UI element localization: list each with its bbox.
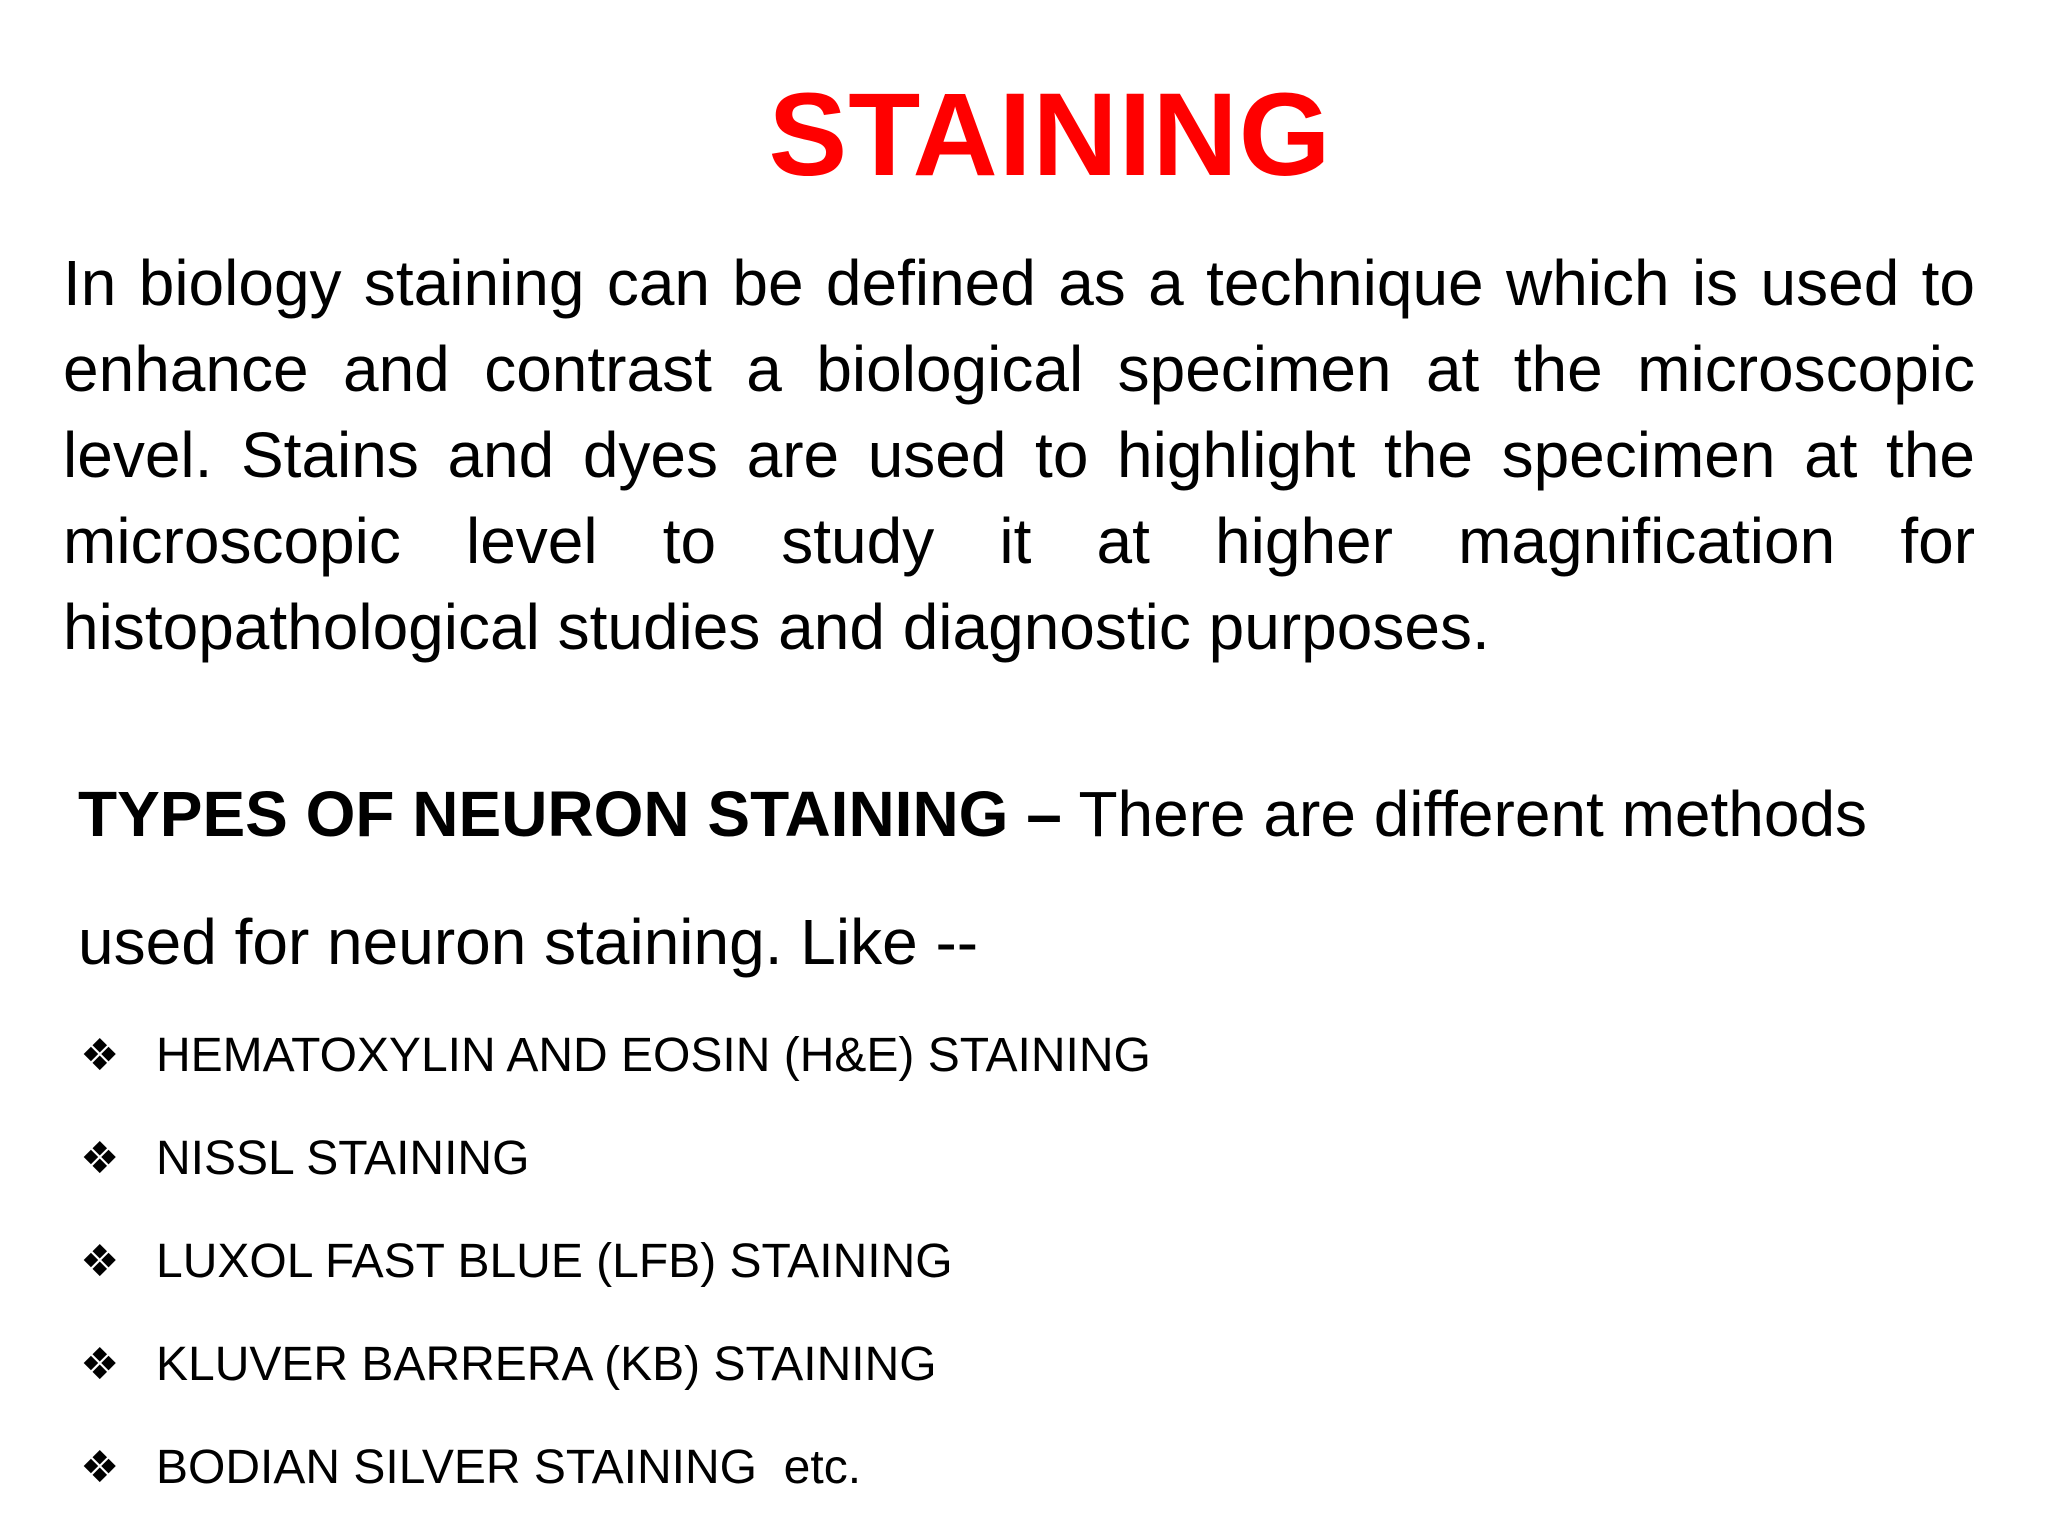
- diamond-bullet-icon: ❖: [80, 1339, 120, 1389]
- list-item-text: BODIAN SILVER STAINING etc.: [156, 1441, 862, 1494]
- list-item: [80, 1416, 1880, 1519]
- list-item-text: NISSL STAINING: [156, 1132, 530, 1185]
- diamond-bullet-icon: ❖: [80, 1133, 120, 1183]
- list-item: [80, 1107, 1880, 1210]
- staining-methods-list: [80, 1004, 1880, 1519]
- list-item-text: KLUVER BARRERA (KB) STAINING: [156, 1338, 937, 1391]
- diamond-bullet-icon: ❖: [80, 1030, 120, 1080]
- list-item: [80, 1004, 1880, 1107]
- types-paragraph: [78, 750, 1998, 1006]
- list-item: [80, 1210, 1880, 1313]
- definition-paragraph: In biology staining can be defined as a technique which is used to enhance and contrast a biological specimen at the microscopic level. Stains and dyes are used to highlight the specimen at the microscopic level to study it at higher magnification for histopathological studies and diagnostic purposes.: [63, 247, 1975, 663]
- types-text: There are different methods used for neuron staining. Like --: [78, 778, 1868, 978]
- list-item: [80, 1313, 1880, 1416]
- slide-title: STAINING: [768, 69, 1332, 201]
- types-heading: TYPES OF NEURON STAINING –: [78, 778, 1062, 850]
- list-item-text: LUXOL FAST BLUE (LFB) STAINING: [156, 1235, 953, 1288]
- diamond-bullet-icon: ❖: [80, 1442, 120, 1492]
- diamond-bullet-icon: ❖: [80, 1236, 120, 1286]
- list-item-text: HEMATOXYLIN AND EOSIN (H&E) STAINING: [156, 1029, 1151, 1082]
